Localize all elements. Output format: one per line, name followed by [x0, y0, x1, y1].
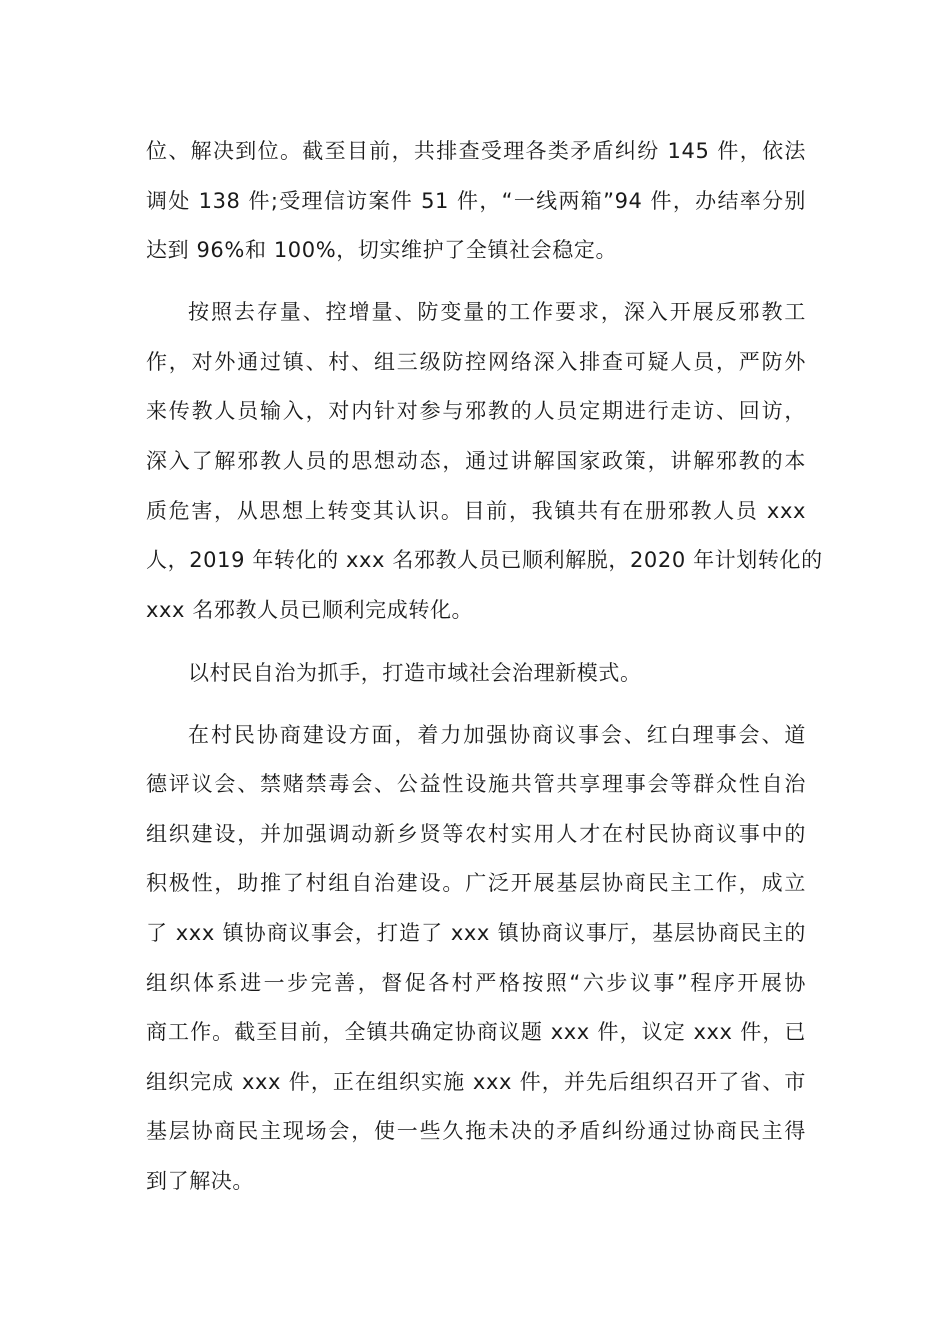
paragraph-4-line-3: 组织建设，并加强调动新乡贤等农村实用人才在村民协商议事中的 — [146, 822, 806, 846]
paragraph-2-line-3: 来传教人员输入，对内针对参与邪教的人员定期进行走访、回访， — [146, 399, 806, 423]
paragraph-2-line-6: 人，2019 年转化的 xxx 名邪教人员已顺利解脱，2020 年计划转化的 — [146, 548, 823, 572]
paragraph-2-line-7: xxx 名邪教人员已顺利完成转化。 — [146, 598, 474, 622]
paragraph-4-line-5: 了 xxx 镇协商议事会，打造了 xxx 镇协商议事厅，基层协商民主的 — [146, 921, 806, 945]
paragraph-1-line-3: 达到 96%和 100%，切实维护了全镇社会稳定。 — [146, 238, 618, 262]
paragraph-4-line-2: 德评议会、禁赌禁毒会、公益性设施共管共享理事会等群众性自治 — [146, 772, 806, 796]
paragraph-2-line-5: 质危害，从思想上转变其认识。目前，我镇共有在册邪教人员 xxx — [146, 499, 806, 523]
paragraph-2-line-4: 深入了解邪教人员的思想动态，通过讲解国家政策，讲解邪教的本 — [146, 449, 806, 473]
paragraph-4-line-9: 基层协商民主现场会，使一些久拖未决的矛盾纠纷通过协商民主得 — [146, 1119, 806, 1143]
paragraph-4-line-4: 积极性，助推了村组自治建设。广泛开展基层协商民主工作，成立 — [146, 871, 806, 895]
paragraph-3-line-1: 以村民自治为抓手，打造市域社会治理新模式。 — [188, 661, 642, 685]
paragraph-1-line-1: 位、解决到位。截至目前，共排查受理各类矛盾纠纷 145 件，依法 — [146, 139, 806, 163]
paragraph-4-line-1: 在村民协商建设方面，着力加强协商议事会、红白理事会、道 — [188, 723, 806, 747]
paragraph-4-line-10: 到了解决。 — [146, 1169, 254, 1193]
paragraph-4-line-7: 商工作。截至目前，全镇共确定协商议题 xxx 件，议定 xxx 件，已 — [146, 1020, 806, 1044]
paragraph-4-line-8: 组织完成 xxx 件，正在组织实施 xxx 件，并先后组织召开了省、市 — [146, 1070, 806, 1094]
paragraph-2-line-1: 按照去存量、控增量、防变量的工作要求，深入开展反邪教工 — [188, 300, 806, 324]
paragraph-1-line-2: 调处 138 件;受理信访案件 51 件，“一线两箱”94 件，办结率分别 — [146, 189, 806, 213]
paragraph-4-line-6: 组织体系进一步完善，督促各村严格按照“六步议事”程序开展协 — [146, 971, 806, 995]
paragraph-2-line-2: 作，对外通过镇、村、组三级防控网络深入排查可疑人员，严防外 — [146, 350, 806, 374]
